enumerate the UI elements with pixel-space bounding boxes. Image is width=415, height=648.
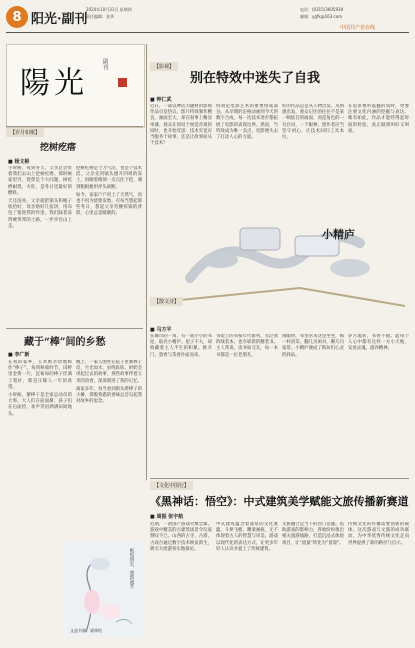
paragraph: 如今，家家户户用上了天然气，再也不用为烧柴发愁。可每当想起那些冬日，想起父亲弯腰挥镐的背影，心里总是暖暖的。 [76,192,142,217]
headline-special-effects: 别在特效中迷失了自我 [190,71,321,86]
paragraph: 晚上，一家人围坐在院子里剥棒子皮，月光如水，虫鸣阵阵。奶奶会讲起过去的故事，那些故事伴着玉米的清香，深深刻进了我的记忆。 [76,360,142,384]
article-column [216,104,278,188]
article-column [8,166,72,322]
column-divider [146,44,147,480]
byline: ■ 杨文彬 [8,159,30,165]
headline-black-myth: 《黑神话：悟空》：中式建筑美学赋能文旅传播新赛道 [150,495,409,508]
article-column [216,522,278,640]
byline: ■ 马方平 [150,327,172,333]
article-column [76,360,142,536]
article-column [348,522,409,640]
issue-date: 2024年10月31日 星期四 [86,7,132,12]
category-label: 【文化中国行】 [150,481,193,490]
paragraph: 在城市的一角，有一间小小的书屋，取名小精庐。屋子不大，却收藏着主人半生的积累。推开门，墨香与茶香扑面而来。 [150,334,212,358]
section-title: 阳光·副刊 [31,12,88,27]
category-label: 【散文诗】 [150,297,183,306]
article-column [8,360,72,536]
paragraph: 传统文化的传播需要创新的载体。这次游戏与文旅的成功联动，为中华优秀传统文化走向世界提供了新的路径与启示。 [348,522,409,546]
contact-email: 邮箱：ygfk@163.com [300,14,343,19]
paragraph: 天还没亮，父亲就把镐头和绳子收拾好，母亲烙好几张饼，用布包了塞进我的怀里。我们踩着冻得硬邦邦的土路，一步步往山上走。 [8,199,72,229]
article-column [348,334,409,474]
article-column [150,522,212,640]
paragraph: 中式建筑蕴含着深厚的文化底蕴，斗拱飞檐、雕梁画栋，无不体现着古人的智慧与审美。游戏以现代化的表达方式，让更多年轻人认识并爱上了传统建筑。 [216,522,278,552]
header-divider [6,32,409,33]
article-column [150,334,212,474]
headline-nostalgia: 藏于“棒”间的乡愁 [24,337,106,348]
divider [150,478,409,479]
robot-hands-illustration [180,188,405,318]
contact-phone: 电话：(0315)3605939 [300,7,344,12]
headline-small-studio: 小精庐 [322,228,355,241]
article-column [216,334,278,474]
artwork-caption: 文益书画 梁林绘 [70,628,102,633]
paragraph: 岁月流转，书香不散。愿每个人心中都有这样一方小天地，安放灵魂，滋养精神。 [348,334,409,352]
category-label: 【影视】 [150,62,178,71]
paragraph: 书架上的书按年代排列，有泛黄的线装本，也有崭新的精装书。主人常说，读书如交友，每一本书都是一位老朋友。 [216,334,278,358]
paragraph: 离家多年，每当看到街头烤棒子的小摊，那股熟悉的香味总会勾起我对故乡的思念。 [76,386,142,405]
artwork-poem: 纸短情长，墨韵流芳 [129,548,134,589]
byline: ■ 周振 张宇航 [150,514,184,520]
paragraph: 在我的家乡，玉米被亲切地称作“棒子”。每到秋收时节，田野里金黄一片，沉甸甸的棒子挂满了秸秆，那是庄稼人一年的希望。 [8,360,72,390]
paragraph: 文旅融合是当下的热门话题。借助游戏的影响力，各地纷纷推出相关旅游线路，打造沉浸式体验项目，让“流量”转化为“留量”。 [282,522,344,546]
paragraph: 小时候，每到冬天，父亲总会带着我们去山上挖树疙瘩。那时候家里穷，烧柴是个大问题，树疙瘩耐烧，火旺，是冬日里最好的燃料。 [8,166,72,196]
page-number-badge: 8 [6,6,28,28]
article-column [282,334,344,474]
paragraph: 小时候，掰棒子是全家总动员的大事。大人们在前面掰，孩子们在后面捡，欢声笑语洒满田间地头。 [8,393,72,417]
paragraph: 闲暇时，邻里常来这里坐坐，喝一杯清茶，翻几页闲书，聊几句家常。小精庐便成了街坊们心灵的驿站。 [282,334,344,358]
byline: ■ 钟仁武 [150,97,172,103]
divider [6,126,143,127]
paragraph: 好的作品总是从人物出发，从情感出发。观众记住的往往不是某一帧炫目的画面，而是角色的一句台词、一个眼神。创作者应当坚守初心，让技术回归工具本位。 [282,104,344,141]
headline-dig-stumps: 挖树疙瘩 [40,143,77,153]
article-column [150,104,212,188]
brand-mark: 中国共产党在线 [340,25,376,31]
editor-line: 责任编辑：张华 [86,14,114,19]
paragraph: 特效是电影艺术的重要组成部分。从早期的定格动画到今天的数字合成，每一次技术进步都拓展了电影的表现边界。然而，当特效成为唯一卖点，电影便失去了打动人心的力量。 [216,104,278,141]
column-logo-subtitle: 副刊 [101,58,108,70]
seal-icon [118,78,127,87]
article-column [282,522,344,640]
article-column [76,166,142,322]
article-column [282,104,344,188]
article-column [348,104,409,188]
divider [6,328,143,329]
byline: ■ 李广新 [8,352,30,358]
paragraph: 在追求视听震撼的同时，更要注重文化内涵的挖掘与表达。唯有如此，作品才能经得起时间的检验，真正做到叫好又叫座。 [348,104,409,134]
paragraph: 近日，一部以神话为题材的影视作品引发热议。影片特效制作精良，画面宏大，却在叙事上略显单薄。观众在惊叹于视觉奇观的同时，也开始反思：技术究竟应当服务于故事，还是让故事屈从于技术？ [150,104,212,147]
category-label: 【岁月如歌】 [6,128,44,137]
paragraph: 挖树疙瘩是个力气活，也是个技术活。父亲先用镐头刨开四周的冻土，再顺着根须一点点往下挖，遇到粗根便用斧头砍断。 [76,166,142,190]
column-logo-title: 陽光 [20,66,88,101]
paragraph: 近期，一款国产游戏火爆全球，游戏中精美的古建筑场景令玩家赞叹不已。山西的古寺、古塔、古戏台通过数字技术焕发新生，吸引大批游客实地探访。 [150,522,212,552]
